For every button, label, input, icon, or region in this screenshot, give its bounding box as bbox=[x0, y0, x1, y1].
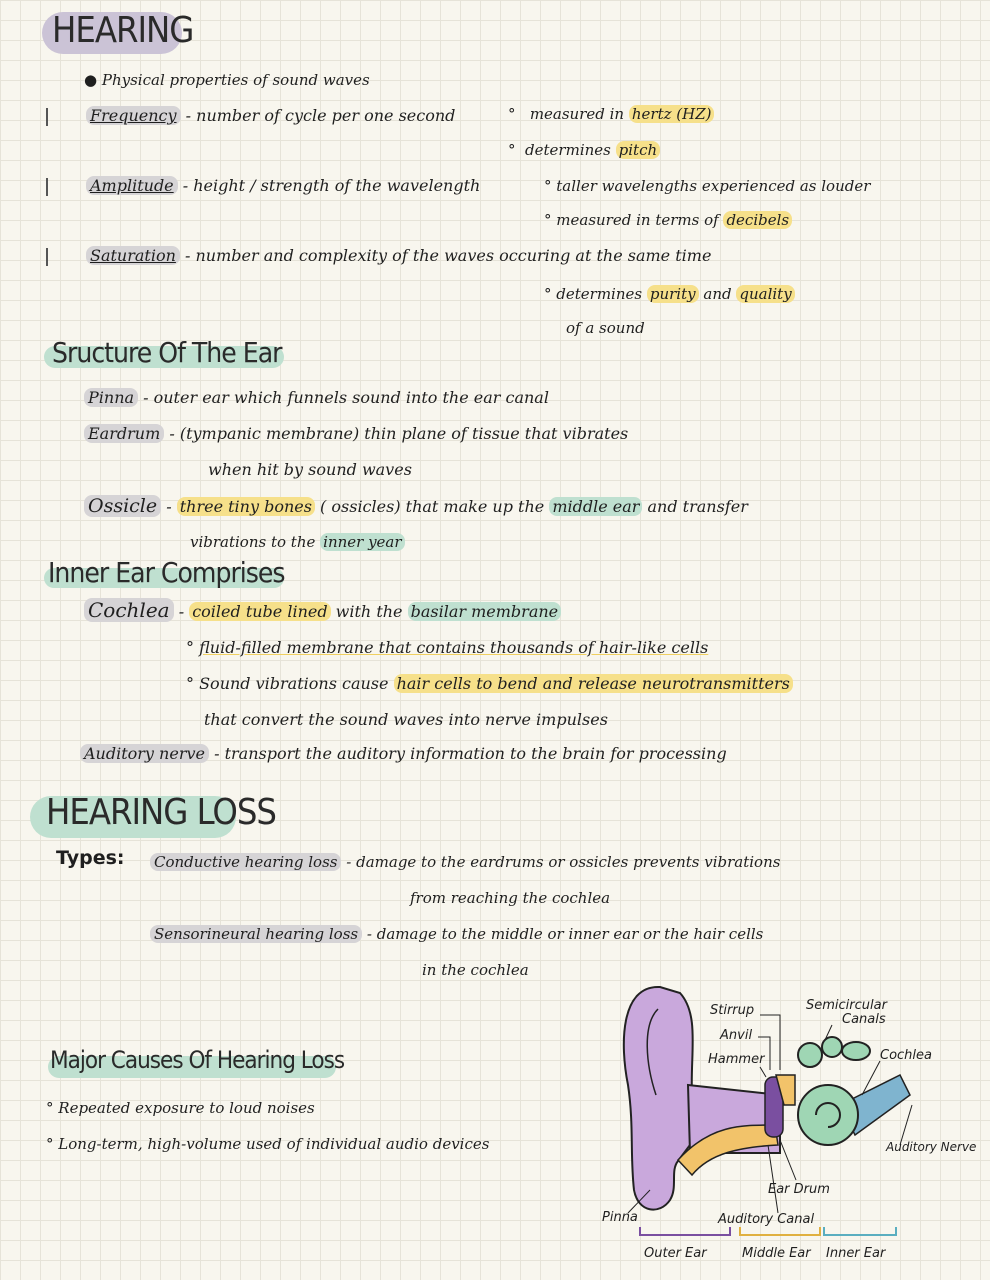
eardrum-row bbox=[84, 424, 628, 444]
circle-bullet-icon: ° bbox=[544, 211, 552, 229]
amplitude-term: Amplitude bbox=[86, 176, 178, 195]
stirrup-label: Stirrup bbox=[710, 1003, 755, 1018]
auditory-canal-label: Auditory Canal bbox=[718, 1212, 815, 1227]
cochlea-row: Cochlea - coiled tube lined with the basilar membrane bbox=[84, 600, 561, 622]
sensorineural-row bbox=[150, 924, 763, 944]
saturation-note-1: ° determines purity and quality bbox=[544, 284, 795, 304]
frequency-term: Frequency bbox=[86, 106, 181, 125]
ossicle-def-cont: vibrations to the inner year bbox=[190, 532, 405, 552]
frequency-note-2: ° determines pitch bbox=[508, 140, 660, 160]
cochlea-note-1: ° fluid-filled membrane that contains thousands of hair-like cells bbox=[186, 638, 709, 657]
conductive-row bbox=[150, 852, 780, 872]
hammer-label: Hammer bbox=[708, 1052, 765, 1067]
types-label: Types: bbox=[56, 847, 125, 869]
causes-title: Major Causes Of Hearing Loss bbox=[50, 1046, 345, 1074]
circle-bullet-icon: ° bbox=[46, 1099, 54, 1117]
inner-title: Inner Ear Comprises bbox=[48, 556, 285, 589]
sensorineural-def: - damage to the middle or inner ear or the hair cells bbox=[366, 925, 764, 943]
sensorineural-def-cont: in the cochlea bbox=[422, 961, 529, 979]
pinna-def: - outer ear which funnels sound into the ear canal bbox=[143, 388, 549, 407]
ear-drum-label: Ear Drum bbox=[768, 1182, 830, 1197]
conductive-def-cont: from reaching the cochlea bbox=[410, 889, 611, 907]
frequency-row bbox=[86, 106, 455, 126]
cause-item: ° Repeated exposure to loud noises bbox=[46, 1099, 315, 1117]
outer-ear-bracket bbox=[640, 1227, 730, 1235]
bullet-icon: ● bbox=[84, 71, 98, 89]
inner-ear-label: Inner Ear bbox=[826, 1246, 886, 1261]
saturation-term: Saturation bbox=[86, 246, 180, 265]
sensorineural-term: Sensorineural hearing loss bbox=[150, 925, 362, 943]
eardrum-def-cont: when hit by sound waves bbox=[208, 460, 412, 479]
margin-bar bbox=[46, 108, 48, 126]
circle-bullet-icon: ° bbox=[508, 141, 516, 159]
frequency-def: - number of cycle per one second bbox=[185, 106, 456, 125]
cochlea-note-2: ° Sound vibrations cause hair cells to bend and release neurotransmitters bbox=[186, 674, 793, 694]
eardrum-term: Eardrum bbox=[84, 424, 164, 443]
saturation-def: - number and complexity of the waves occuring at the same time bbox=[185, 246, 712, 265]
cochlea-shape bbox=[798, 1085, 858, 1145]
amplitude-def: - height / strength of the wavelength bbox=[182, 176, 481, 195]
conductive-def: - damage to the eardrums or ossicles prevents vibrations bbox=[346, 853, 781, 871]
margin-bar bbox=[46, 178, 48, 196]
middle-ear-label: Middle Ear bbox=[742, 1246, 811, 1261]
cochlea-label: Cochlea bbox=[880, 1048, 932, 1063]
nerve-term: Auditory nerve bbox=[80, 744, 209, 763]
circle-bullet-icon: ° bbox=[186, 674, 194, 693]
conductive-term: Conductive hearing loss bbox=[150, 853, 341, 871]
anvil-label: Anvil bbox=[720, 1028, 753, 1043]
ear-diagram bbox=[600, 975, 985, 1275]
circle-bullet-icon: ° bbox=[508, 105, 516, 123]
nerve-def: - transport the auditory information to the brain for processing bbox=[214, 744, 727, 763]
eardrum-def: - (tympanic membrane) thin plane of tissue that vibrates bbox=[169, 424, 629, 443]
ossicle-term: Ossicle bbox=[84, 495, 161, 517]
pinna-row bbox=[84, 388, 549, 408]
cochlea-note-2-cont: that convert the sound waves into nerve impulses bbox=[204, 710, 608, 729]
circle-bullet-icon: ° bbox=[46, 1135, 54, 1153]
middle-ear-bracket bbox=[740, 1227, 820, 1235]
frequency-note-1: ° measured in hertz (HZ) bbox=[508, 104, 714, 124]
cochlea-term: Cochlea bbox=[84, 598, 174, 622]
circle-bullet-icon: ° bbox=[186, 638, 194, 657]
ossicle-row: Ossicle - three tiny bones ( ossicles) that make up the middle ear and transfer bbox=[84, 496, 748, 517]
outer-ear-label: Outer Ear bbox=[644, 1246, 707, 1261]
amplitude-note-1: ° taller wavelengths experienced as louder bbox=[544, 177, 871, 195]
hearing-title: HEARING bbox=[52, 10, 194, 51]
semicircular-canal bbox=[798, 1043, 822, 1067]
pinna-label: Pinna bbox=[602, 1210, 638, 1225]
semicircular-canal bbox=[842, 1042, 870, 1060]
structure-title: Sructure Of The Ear bbox=[52, 336, 282, 369]
loss-title: HEARING LOSS bbox=[46, 792, 276, 833]
circle-bullet-icon: ° bbox=[544, 177, 552, 195]
properties-heading: ● Physical properties of sound waves bbox=[84, 71, 370, 89]
auditory-nerve-label: Auditory Nerve bbox=[886, 1140, 977, 1154]
pinna-term: Pinna bbox=[84, 388, 138, 407]
amplitude-note-2: ° measured in terms of decibels bbox=[544, 210, 792, 230]
saturation-note-1-cont: of a sound bbox=[566, 319, 645, 337]
saturation-row bbox=[86, 246, 711, 266]
semicircular-label: Semicircular bbox=[806, 998, 887, 1013]
inner-ear-bracket bbox=[824, 1227, 896, 1235]
margin-bar bbox=[46, 248, 48, 266]
amplitude-row bbox=[86, 176, 480, 196]
pinna-shape bbox=[624, 987, 693, 1210]
nerve-row bbox=[80, 744, 727, 764]
canals-label: Canals bbox=[842, 1012, 886, 1027]
circle-bullet-icon: ° bbox=[544, 285, 552, 303]
cause-item: ° Long-term, high-volume used of individual audio devices bbox=[46, 1135, 490, 1153]
